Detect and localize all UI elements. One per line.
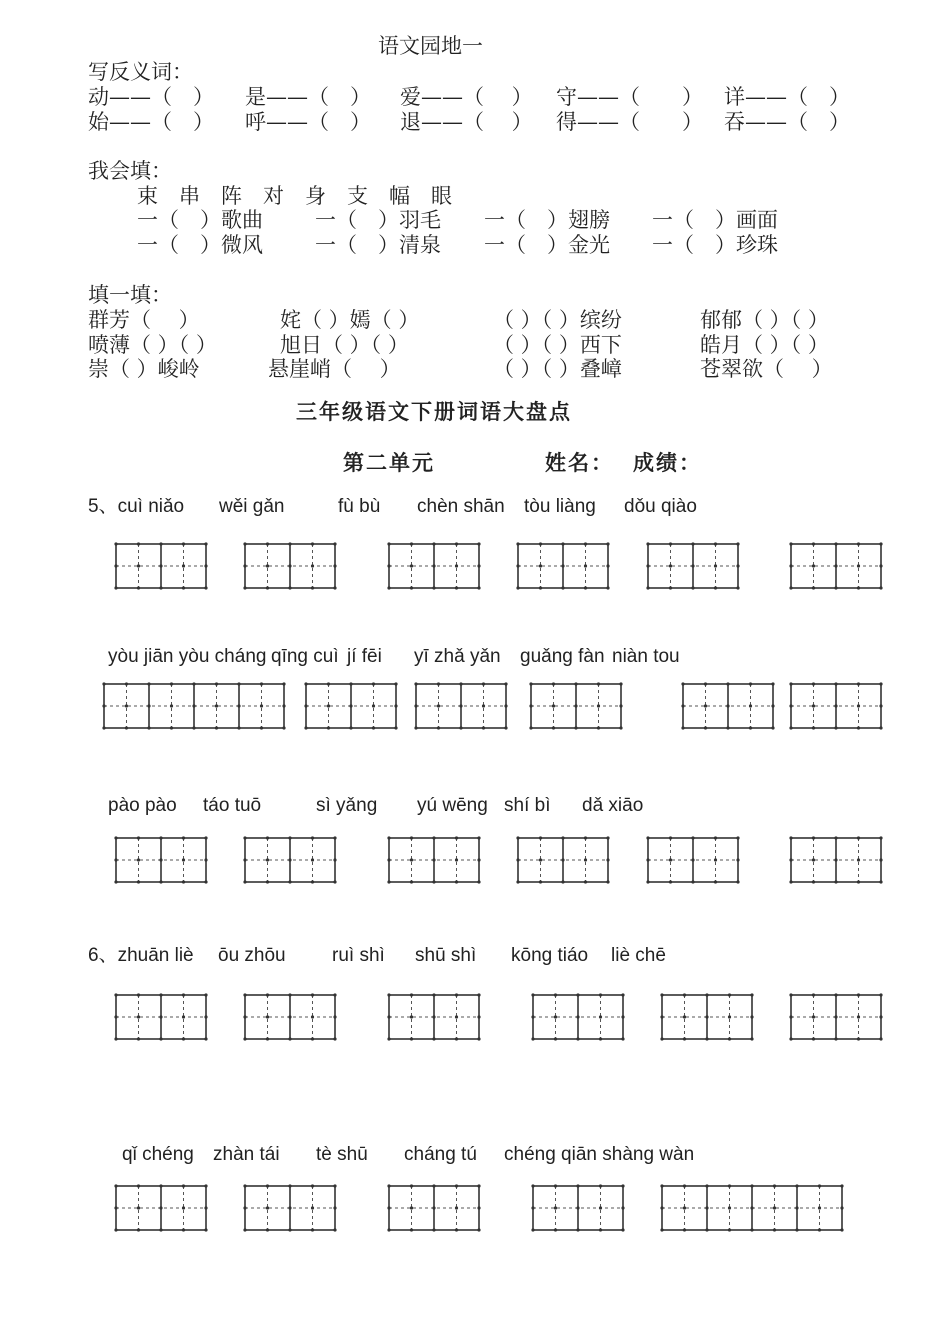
exercise-item: 旭日（ ）（ ） [280,333,409,357]
exercise-item: 一（ ）金光 [484,233,610,257]
worksheet-title: 三年级语文下册词语大盘点 [296,400,572,424]
section-heading: 写反义词： [88,60,193,84]
writing-box [243,836,337,884]
exercise-item: 一（ ）清泉 [315,233,441,257]
exercise-item: 喷薄（ ）（ ） [88,333,217,357]
exercise-item: 姹（ ）嫣（ ） [280,308,420,332]
pinyin-prompt: sì yǎng [316,795,378,816]
pinyin-prompt: jí fēi [347,646,382,667]
writing-box [789,542,883,590]
exercise-item: 详——（ ） [724,85,850,109]
exercise-item: 动——（ ） [88,85,214,109]
writing-box [660,1184,844,1232]
pinyin-prompt: zhàn tái [213,1144,280,1165]
exercise-item: 郁郁（ ）（ ） [700,308,829,332]
pinyin-prompt: guǎng fàn [520,646,605,667]
writing-box [529,682,623,730]
exercise-item: 退——（ ） [400,110,533,134]
writing-box [646,836,740,884]
exercise-item: （ ）（ ）缤纷 [493,308,622,332]
exercise-item: 皓月（ ）（ ） [700,333,829,357]
writing-box [516,542,610,590]
writing-box [660,993,754,1041]
writing-box [243,542,337,590]
exercise-item: 崇（ ）峻岭 [88,357,200,381]
writing-box [789,682,883,730]
pinyin-prompt: pào pào [108,795,177,816]
exercise-item: 一（ ）珍珠 [652,233,778,257]
writing-box [531,993,625,1041]
writing-box [516,836,610,884]
pinyin-prompt: 5、cuì niǎo [88,496,185,517]
writing-box [114,993,208,1041]
pinyin-prompt: 6、zhuān liè [88,945,194,966]
pinyin-prompt: tòu liàng [524,496,596,517]
exercise-item: 是——（ ） [245,85,371,109]
pinyin-prompt: dǒu qiào [624,496,697,517]
section-heading: 填一填： [88,283,172,307]
writing-box [387,1184,481,1232]
pinyin-prompt: kōng tiáo [511,945,589,966]
exercise-item: 得——（ ） [556,110,703,134]
writing-box [531,1184,625,1232]
exercise-item: 呼——（ ） [245,110,371,134]
word-bank: 束 串 阵 对 身 支 幅 眼 [137,184,452,208]
pinyin-prompt: yòu jiān yòu cháng [108,646,267,667]
exercise-item: 始——（ ） [88,110,214,134]
writing-box [646,542,740,590]
exercise-item: 一（ ）微风 [137,233,263,257]
exercise-item: 悬崖峭（ ） [268,357,401,381]
exercise-item: 一（ ）翅膀 [484,208,610,232]
pinyin-prompt: shū shì [415,945,477,966]
writing-box [681,682,775,730]
writing-box [102,682,286,730]
writing-box [243,993,337,1041]
score-label: 成绩： [633,451,702,475]
exercise-item: 吞——（ ） [724,110,850,134]
pinyin-prompt: fù bù [338,496,381,517]
writing-box [414,682,508,730]
exercise-item: 一（ ）画面 [652,208,778,232]
exercise-item: （ ）（ ）叠嶂 [493,357,622,381]
pinyin-prompt: liè chē [611,945,666,966]
writing-box [387,542,481,590]
writing-box [789,993,883,1041]
writing-box [789,836,883,884]
writing-box [387,836,481,884]
pinyin-prompt: yú wēng [417,795,488,816]
exercise-item: 爱——（ ） [400,85,533,109]
exercise-item: 苍翠欲（ ） [700,357,833,381]
pinyin-prompt: ruì shì [332,945,385,966]
pinyin-prompt: qǐ chéng [122,1144,194,1165]
pinyin-prompt: táo tuō [203,795,262,816]
writing-box [243,1184,337,1232]
exercise-item: 群芳（ ） [88,308,200,332]
pinyin-prompt: dǎ xiāo [582,795,644,816]
pinyin-prompt: ōu zhōu [218,945,286,966]
exercise-item: 一（ ）歌曲 [137,208,263,232]
section-title: 语文园地一 [378,34,483,58]
unit-label: 第二单元 [343,451,435,475]
pinyin-prompt: qīng cuì [271,646,339,667]
pinyin-prompt: chèn shān [417,496,505,517]
writing-box [304,682,398,730]
exercise-item: 守——（ ） [556,85,703,109]
name-label: 姓名： [545,451,614,475]
writing-box [114,836,208,884]
pinyin-prompt: shí bì [504,795,551,816]
pinyin-prompt: chéng qiān shàng wàn [504,1144,695,1165]
writing-box [114,1184,208,1232]
writing-box [114,542,208,590]
exercise-item: 一（ ）羽毛 [315,208,441,232]
pinyin-prompt: wěi gǎn [219,496,285,517]
exercise-item: （ ）（ ）西下 [493,333,622,357]
section-heading: 我会填： [88,159,172,183]
pinyin-prompt: cháng tú [404,1144,477,1165]
pinyin-prompt: niàn tou [612,646,680,667]
writing-box [387,993,481,1041]
pinyin-prompt: tè shū [316,1144,368,1165]
pinyin-prompt: yī zhǎ yǎn [414,646,501,667]
